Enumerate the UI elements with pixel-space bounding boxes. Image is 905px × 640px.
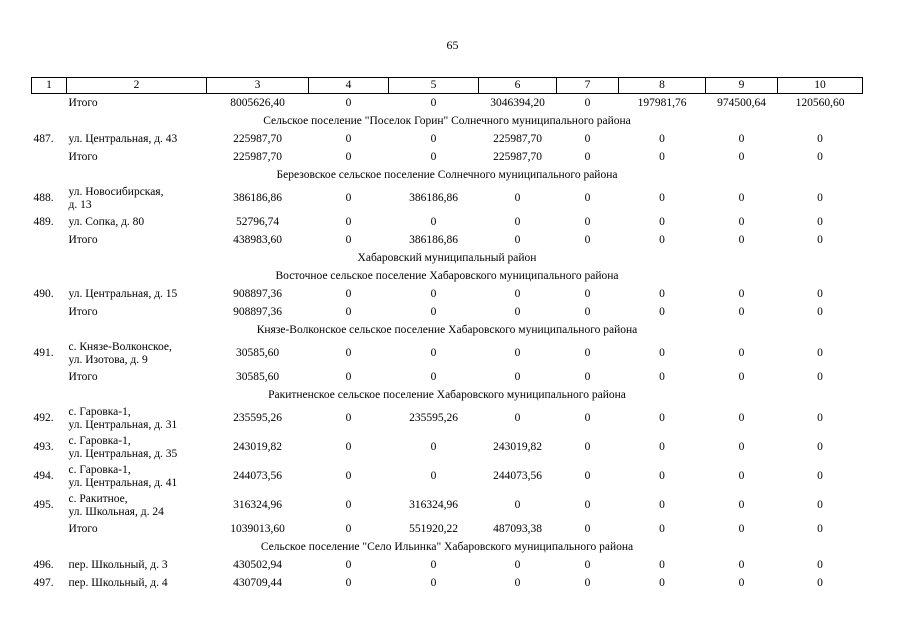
value-cell-col-5: 0 (430, 347, 437, 359)
column-number-1: 1 (32, 78, 67, 94)
row-index: 491. (33, 347, 54, 359)
value-cell-col-8: 0 (659, 287, 665, 300)
value-cell-col-4: 0 (345, 576, 352, 589)
value-cell-col-3: 316324,96 (233, 499, 282, 511)
value-cell-col-8: 0 (659, 370, 665, 383)
value-cell-col-6: 0 (514, 370, 521, 383)
value-cell-col-8: 0 (659, 558, 665, 571)
value-cell-col-10: 0 (817, 470, 823, 482)
total-label (67, 520, 207, 538)
value-cell-col-7: 0 (584, 287, 591, 300)
row-index: 489. (33, 215, 54, 228)
row-index (32, 231, 67, 249)
value-cell-col-9: 0 (738, 233, 745, 246)
value-cell-col-7: 0 (584, 132, 591, 145)
value-cell-col-10: 0 (817, 412, 823, 424)
row-index: 492. (33, 412, 54, 424)
value-cell-col-7: 0 (584, 412, 591, 424)
value-cell-col-4: 0 (345, 287, 352, 300)
value-cell-col-4: 0 (345, 215, 352, 228)
value-cell-col-8: 0 (659, 215, 665, 228)
address-line: с. Гаровка-1, (68, 434, 131, 447)
value-cell-col-6: 0 (514, 558, 521, 571)
value-cell-col-7: 0 (584, 305, 591, 318)
value-cell-col-7: 0 (584, 499, 591, 511)
value-cell-col-10: 0 (817, 233, 823, 246)
table-row (32, 556, 863, 574)
table-row (32, 491, 863, 520)
value-cell-col-10: 0 (817, 347, 823, 359)
section-title: Хабаровский муниципальный район (357, 251, 537, 264)
section-header-row (32, 386, 863, 404)
column-number-5: 5 (389, 78, 479, 94)
value-cell-col-10: 0 (817, 150, 823, 163)
address-line: д. 13 (68, 198, 92, 211)
value-cell-col-7: 0 (584, 558, 591, 571)
value-cell-col-8: 0 (659, 522, 665, 535)
total-label (67, 231, 207, 249)
value-cell-col-9: 0 (738, 441, 745, 453)
total-row (32, 368, 863, 386)
value-cell-col-7: 0 (584, 522, 591, 535)
section-header-row (32, 267, 863, 285)
value-cell-col-9: 0 (738, 576, 745, 589)
total-row (32, 231, 863, 249)
value-cell-col-4: 0 (345, 96, 352, 109)
total-label (67, 303, 207, 321)
value-cell-col-7: 0 (584, 576, 591, 589)
value-cell-col-4: 0 (345, 370, 352, 383)
address-cell (67, 462, 207, 491)
value-cell-col-6: 244073,56 (493, 470, 542, 482)
value-cell-col-9: 0 (738, 305, 745, 318)
address-line: с. Гаровка-1, (68, 463, 131, 476)
value-cell-col-9: 974500,64 (717, 96, 766, 109)
value-cell-col-9: 0 (738, 215, 745, 228)
total-label (67, 148, 207, 166)
value-cell-col-9: 0 (738, 370, 745, 383)
address-line: Итого (68, 96, 98, 109)
total-row (32, 303, 863, 321)
column-number-9: 9 (706, 78, 778, 94)
value-cell-col-4: 0 (345, 558, 352, 571)
value-cell-col-8: 0 (659, 470, 665, 482)
section-title: Березовское сельское поселение Солнечного муниципального района (276, 168, 618, 181)
value-cell-col-4: 0 (345, 347, 352, 359)
value-cell-col-4: 0 (345, 470, 352, 482)
column-number-3: 3 (207, 78, 309, 94)
value-cell-col-5: 0 (430, 132, 437, 145)
value-cell-col-10: 0 (817, 441, 823, 453)
value-cell-col-6: 0 (514, 215, 521, 228)
address-cell (67, 213, 207, 231)
address-line: ул. Изотова, д. 9 (68, 353, 148, 366)
total-row (32, 94, 863, 113)
value-cell-col-9: 0 (738, 192, 745, 204)
total-row (32, 520, 863, 538)
value-cell-col-10: 0 (817, 576, 823, 589)
table-body (32, 78, 863, 593)
value-cell-col-8: 0 (659, 150, 665, 163)
value-cell-col-9: 0 (738, 132, 745, 145)
section-title: Князе-Волконское сельское поселение Хабаровского муниципального района (256, 323, 638, 336)
value-cell-col-4: 0 (345, 132, 352, 145)
value-cell-col-8: 0 (659, 576, 665, 589)
value-cell-col-3: 225987,70 (233, 132, 282, 145)
value-cell-col-3: 8005626,40 (230, 96, 285, 109)
value-cell-col-10: 0 (817, 522, 823, 535)
column-number-7: 7 (557, 78, 619, 94)
column-number-6: 6 (479, 78, 557, 94)
value-cell-col-5: 0 (430, 150, 437, 163)
address-cell (67, 285, 207, 303)
table-row (32, 433, 863, 462)
address-line: ул. Центральная, д. 43 (68, 132, 178, 145)
value-cell-col-6: 0 (514, 287, 521, 300)
value-cell-col-8: 0 (659, 347, 665, 359)
value-cell-col-5: 0 (430, 370, 437, 383)
value-cell-col-7: 0 (584, 96, 591, 109)
value-cell-col-7: 0 (584, 192, 591, 204)
address-line: Итого (68, 150, 98, 163)
row-index (32, 520, 67, 538)
value-cell-col-7: 0 (584, 233, 591, 246)
table-row (32, 184, 863, 213)
address-line: Итого (68, 522, 98, 535)
value-cell-col-6: 0 (514, 499, 521, 511)
value-cell-col-9: 0 (738, 499, 745, 511)
value-cell-col-5: 316324,96 (409, 499, 458, 511)
value-cell-col-8: 0 (659, 499, 665, 511)
value-cell-col-10: 0 (817, 287, 823, 300)
value-cell-col-5: 0 (430, 287, 437, 300)
row-index: 490. (33, 287, 54, 300)
value-cell-col-4: 0 (345, 499, 352, 511)
row-index: 497. (33, 576, 54, 589)
value-cell-col-9: 0 (738, 558, 745, 571)
value-cell-col-6: 0 (514, 576, 521, 589)
address-cell (67, 339, 207, 368)
row-index: 495. (33, 499, 54, 511)
value-cell-col-7: 0 (584, 347, 591, 359)
table-row (32, 339, 863, 368)
section-header-row (32, 321, 863, 339)
address-line: с. Князе-Волконское, (68, 340, 172, 353)
column-number-2: 2 (67, 78, 207, 94)
value-cell-col-10: 0 (817, 558, 823, 571)
section-header-row (32, 538, 863, 556)
value-cell-col-7: 0 (584, 215, 591, 228)
value-cell-col-3: 30585,60 (235, 370, 280, 383)
address-cell (67, 556, 207, 574)
table-header-row (32, 78, 863, 94)
value-cell-col-10: 0 (817, 215, 823, 228)
table-row (32, 404, 863, 433)
value-cell-col-8: 0 (659, 305, 665, 318)
row-index (32, 94, 67, 113)
value-cell-col-4: 0 (345, 412, 352, 424)
row-index: 496. (33, 558, 54, 571)
value-cell-col-5: 551920,22 (409, 522, 458, 535)
value-cell-col-6: 243019,82 (493, 441, 542, 453)
section-title: Сельское поселение "Село Ильинка" Хабаровского муниципального района (260, 540, 634, 553)
address-line: ул. Центральная, д. 31 (68, 418, 178, 431)
address-cell (67, 574, 207, 592)
column-number-8: 8 (619, 78, 706, 94)
value-cell-col-10: 0 (817, 192, 823, 204)
table-row (32, 130, 863, 148)
address-line: ул. Сопка, д. 80 (68, 215, 145, 228)
value-cell-col-6: 0 (514, 412, 521, 424)
value-cell-col-6: 487093,38 (493, 522, 542, 535)
total-label (67, 94, 207, 113)
section-title: Ракитненское сельское поселение Хабаровского муниципального района (268, 388, 626, 401)
value-cell-col-8: 197981,76 (637, 96, 687, 109)
value-cell-col-5: 386186,86 (409, 233, 458, 246)
value-cell-col-5: 0 (430, 96, 437, 109)
value-cell-col-3: 908897,36 (233, 287, 282, 300)
value-cell-col-3: 908897,36 (233, 305, 282, 318)
value-cell-col-3: 438983,60 (233, 233, 282, 246)
value-cell-col-8: 0 (659, 192, 665, 204)
column-number-4: 4 (309, 78, 389, 94)
address-line: с. Гаровка-1, (68, 405, 131, 418)
address-cell (67, 404, 207, 433)
value-cell-col-5: 0 (430, 441, 437, 453)
address-cell (67, 184, 207, 213)
value-cell-col-5: 235595,26 (409, 412, 458, 424)
value-cell-col-6: 3046394,20 (490, 96, 545, 109)
row-index (32, 303, 67, 321)
value-cell-col-4: 0 (345, 441, 352, 453)
section-header-row (32, 112, 863, 130)
address-cell (67, 433, 207, 462)
address-line: Итого (68, 233, 98, 246)
value-cell-col-7: 0 (584, 441, 591, 453)
value-cell-col-4: 0 (345, 233, 352, 246)
section-header-row (32, 166, 863, 184)
value-cell-col-7: 0 (584, 150, 591, 163)
address-line: пер. Школьный, д. 3 (68, 558, 168, 571)
value-cell-col-10: 0 (817, 305, 823, 318)
value-cell-col-9: 0 (738, 287, 745, 300)
section-title: Восточное сельское поселение Хабаровского муниципального района (275, 269, 619, 282)
report-table (31, 77, 863, 592)
value-cell-col-3: 244073,56 (233, 470, 282, 482)
value-cell-col-6: 0 (514, 233, 521, 246)
row-index: 494. (33, 470, 54, 482)
value-cell-col-10: 120560,60 (795, 96, 845, 109)
value-cell-col-6: 225987,70 (493, 132, 542, 145)
address-line: ул. Новосибирская, (68, 185, 164, 198)
address-line: пер. Школьный, д. 4 (68, 576, 168, 589)
value-cell-col-9: 0 (738, 470, 745, 482)
table-row (32, 462, 863, 491)
address-line: Итого (68, 305, 98, 318)
value-cell-col-3: 1039013,60 (230, 522, 285, 535)
value-cell-col-5: 0 (430, 470, 437, 482)
value-cell-col-5: 0 (430, 576, 437, 589)
address-line: Итого (68, 370, 98, 383)
value-cell-col-3: 235595,26 (233, 412, 282, 424)
value-cell-col-8: 0 (659, 233, 665, 246)
address-line: с. Ракитное, (68, 492, 128, 505)
value-cell-col-3: 30585,60 (235, 347, 280, 359)
value-cell-col-3: 386186,86 (233, 192, 282, 204)
value-cell-col-6: 225987,70 (493, 150, 542, 163)
value-cell-col-8: 0 (659, 132, 665, 145)
address-cell (67, 130, 207, 148)
address-line: ул. Школьная, д. 24 (68, 505, 164, 518)
value-cell-col-10: 0 (817, 370, 823, 383)
row-index (32, 368, 67, 386)
column-number-10: 10 (778, 78, 863, 94)
value-cell-col-4: 0 (345, 150, 352, 163)
value-cell-col-5: 0 (430, 558, 437, 571)
value-cell-col-6: 0 (514, 305, 521, 318)
value-cell-col-8: 0 (659, 412, 665, 424)
value-cell-col-3: 52796,74 (235, 215, 280, 228)
address-cell (67, 491, 207, 520)
value-cell-col-10: 0 (817, 499, 823, 511)
address-line: ул. Центральная, д. 35 (68, 447, 178, 460)
row-index: 488. (33, 192, 54, 204)
value-cell-col-3: 243019,82 (233, 441, 282, 453)
value-cell-col-7: 0 (584, 370, 591, 383)
row-index: 487. (33, 132, 54, 145)
value-cell-col-5: 0 (430, 215, 437, 228)
value-cell-col-9: 0 (738, 347, 745, 359)
address-line: ул. Центральная, д. 15 (68, 287, 178, 300)
value-cell-col-6: 0 (514, 347, 521, 359)
value-cell-col-3: 430709,44 (233, 576, 282, 589)
value-cell-col-9: 0 (738, 412, 745, 424)
address-line: ул. Центральная, д. 41 (68, 476, 178, 489)
value-cell-col-6: 0 (514, 192, 521, 204)
value-cell-col-4: 0 (345, 192, 352, 204)
value-cell-col-7: 0 (584, 470, 591, 482)
value-cell-col-10: 0 (817, 132, 823, 145)
total-label (67, 368, 207, 386)
total-row (32, 148, 863, 166)
value-cell-col-3: 225987,70 (233, 150, 282, 163)
table-row (32, 213, 863, 231)
page-number: 65 (446, 38, 459, 52)
section-title: Сельское поселение "Поселок Горин" Солнечного муниципального района (263, 114, 631, 127)
section-header-row (32, 249, 863, 267)
table-row (32, 574, 863, 592)
value-cell-col-5: 0 (430, 305, 437, 318)
row-index (32, 148, 67, 166)
value-cell-col-8: 0 (659, 441, 665, 453)
value-cell-col-5: 386186,86 (409, 192, 458, 204)
value-cell-col-4: 0 (345, 305, 352, 318)
row-index: 493. (33, 441, 54, 453)
value-cell-col-3: 430502,94 (233, 558, 282, 571)
value-cell-col-9: 0 (738, 522, 745, 535)
value-cell-col-9: 0 (738, 150, 745, 163)
value-cell-col-4: 0 (345, 522, 352, 535)
table-row (32, 285, 863, 303)
